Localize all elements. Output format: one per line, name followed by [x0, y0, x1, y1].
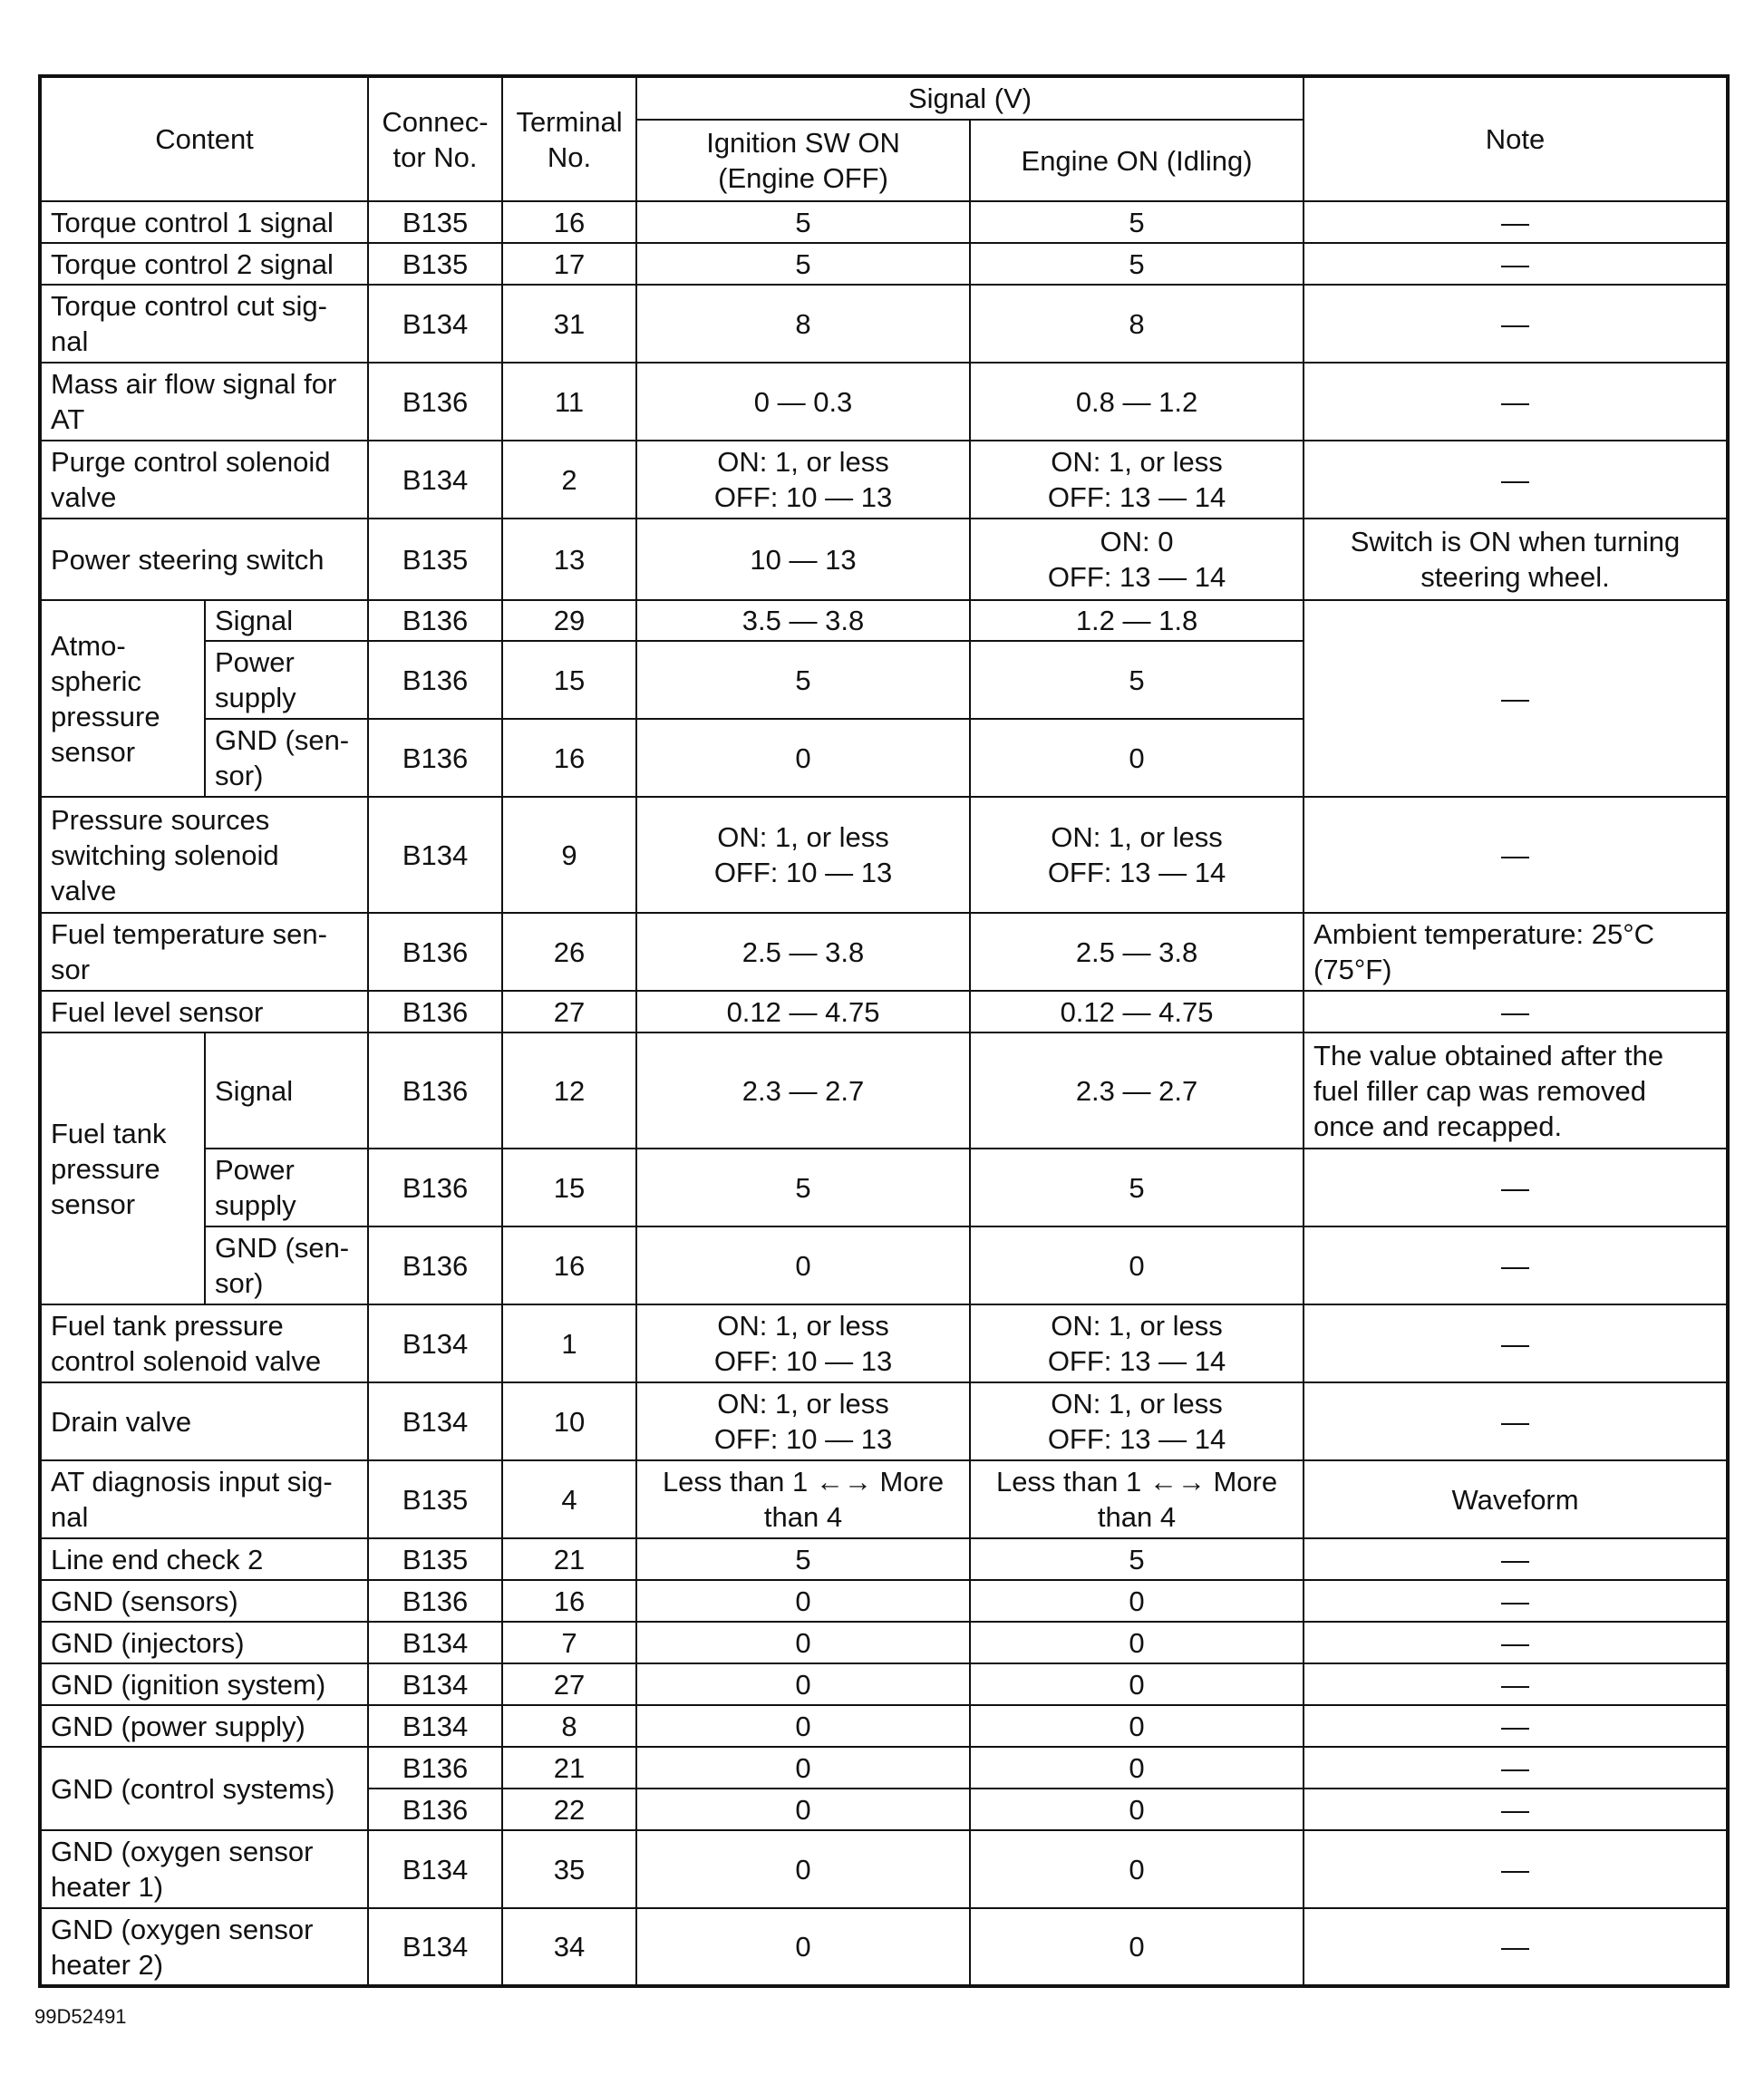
cell-connector: B136 — [368, 913, 502, 991]
cell-connector: B134 — [368, 1304, 502, 1382]
table-row — [40, 1622, 1728, 1663]
cell-connector: B136 — [368, 1032, 502, 1149]
figure-reference: 99D52491 — [34, 2005, 127, 2028]
table-row — [40, 1226, 1728, 1304]
cell-note: — — [1304, 243, 1728, 285]
cell-connector: B136 — [368, 1747, 502, 1789]
cell-content: GND (oxygen sensor heater 2) — [40, 1908, 368, 1986]
cell-terminal: 34 — [502, 1908, 636, 1986]
cell-engine-on: 0.8 — 1.2 — [970, 363, 1304, 441]
cell-content: GND (ignition system) — [40, 1663, 368, 1705]
cell-note: — — [1304, 600, 1728, 797]
table-row — [40, 913, 1728, 991]
cell-engine-on: 0 — [970, 1663, 1304, 1705]
header-engine-on: Engine ON (Idling) — [970, 120, 1304, 201]
table-row — [40, 1032, 1728, 1149]
cell-engine-on: ON: 1, or less OFF: 13 — 14 — [970, 1382, 1304, 1460]
cell-ignition-on: 0 — [636, 1789, 970, 1830]
cell-engine-on: ON: 0 OFF: 13 — 14 — [970, 519, 1304, 600]
cell-engine-on: 0.12 — 4.75 — [970, 991, 1304, 1032]
cell-ignition-on: Less than 1 ←→ More than 4 — [636, 1460, 970, 1538]
cell-ignition-on: 3.5 — 3.8 — [636, 600, 970, 641]
cell-connector: B134 — [368, 797, 502, 913]
cell-note: — — [1304, 1663, 1728, 1705]
cell-ignition-on: ON: 1, or less OFF: 10 — 13 — [636, 1304, 970, 1382]
cell-engine-on: 5 — [970, 201, 1304, 243]
cell-terminal: 26 — [502, 913, 636, 991]
table-row — [40, 201, 1728, 243]
cell-terminal: 16 — [502, 1226, 636, 1304]
cell-terminal: 21 — [502, 1538, 636, 1580]
cell-terminal: 17 — [502, 243, 636, 285]
cell-engine-on: ON: 1, or less OFF: 13 — 14 — [970, 441, 1304, 519]
cell-content: GND (power supply) — [40, 1705, 368, 1747]
cell-terminal: 9 — [502, 797, 636, 913]
cell-content: Purge control solenoid valve — [40, 441, 368, 519]
cell-ignition-on: 2.3 — 2.7 — [636, 1032, 970, 1149]
cell-content: Torque control 2 signal — [40, 243, 368, 285]
cell-ignition-on: 5 — [636, 1149, 970, 1226]
cell-subcontent: Signal — [205, 1032, 368, 1149]
cell-engine-on: 0 — [970, 1830, 1304, 1908]
cell-engine-on: 5 — [970, 1149, 1304, 1226]
cell-subcontent: GND (sen- sor) — [205, 719, 368, 797]
cell-content: Line end check 2 — [40, 1538, 368, 1580]
cell-terminal: 22 — [502, 1789, 636, 1830]
cell-engine-on: ON: 1, or less OFF: 13 — 14 — [970, 1304, 1304, 1382]
cell-note: — — [1304, 1747, 1728, 1789]
cell-connector: B134 — [368, 285, 502, 363]
cell-ignition-on: 5 — [636, 641, 970, 719]
cell-engine-on: 2.5 — 3.8 — [970, 913, 1304, 991]
cell-ignition-on: 5 — [636, 201, 970, 243]
cell-ignition-on: 0 — [636, 1226, 970, 1304]
cell-note: — — [1304, 285, 1728, 363]
table-row — [40, 519, 1728, 600]
cell-terminal: 16 — [502, 201, 636, 243]
table-row — [40, 1830, 1728, 1908]
cell-connector: B134 — [368, 1705, 502, 1747]
cell-content: Fuel temperature sen- sor — [40, 913, 368, 991]
cell-connector: B134 — [368, 1622, 502, 1663]
cell-terminal: 10 — [502, 1382, 636, 1460]
cell-connector: B136 — [368, 991, 502, 1032]
cell-connector: B135 — [368, 243, 502, 285]
cell-terminal: 31 — [502, 285, 636, 363]
cell-note: — — [1304, 363, 1728, 441]
cell-engine-on: 0 — [970, 1580, 1304, 1622]
cell-subcontent: Signal — [205, 600, 368, 641]
cell-content: Torque control 1 signal — [40, 201, 368, 243]
cell-subcontent: Power supply — [205, 1149, 368, 1226]
cell-engine-on: 5 — [970, 1538, 1304, 1580]
cell-ignition-on: 0 — [636, 719, 970, 797]
cell-content: Power steering switch — [40, 519, 368, 600]
cell-note: Waveform — [1304, 1460, 1728, 1538]
cell-note: — — [1304, 1304, 1728, 1382]
cell-connector: B136 — [368, 1789, 502, 1830]
cell-note: — — [1304, 1226, 1728, 1304]
table-row — [40, 441, 1728, 519]
cell-note: — — [1304, 441, 1728, 519]
cell-note: — — [1304, 201, 1728, 243]
cell-engine-on: 0 — [970, 1789, 1304, 1830]
cell-note: — — [1304, 797, 1728, 913]
cell-terminal: 2 — [502, 441, 636, 519]
table-row — [40, 1705, 1728, 1747]
table-row — [40, 1304, 1728, 1382]
cell-note: — — [1304, 1149, 1728, 1226]
cell-terminal: 15 — [502, 641, 636, 719]
cell-note: — — [1304, 1789, 1728, 1830]
cell-note: — — [1304, 991, 1728, 1032]
table-row — [40, 1580, 1728, 1622]
cell-connector: B136 — [368, 1149, 502, 1226]
cell-group-atmospheric-pressure-sensor: Atmo- spheric pressure sensor — [40, 600, 205, 797]
cell-group-fuel-tank-pressure-sensor: Fuel tank pressure sensor — [40, 1032, 205, 1304]
table-row — [40, 1382, 1728, 1460]
cell-engine-on: 8 — [970, 285, 1304, 363]
header-ignition-sw-on: Ignition SW ON (Engine OFF) — [636, 120, 970, 201]
table-row — [40, 1149, 1728, 1226]
cell-subcontent: GND (sen- sor) — [205, 1226, 368, 1304]
cell-engine-on: 2.3 — 2.7 — [970, 1032, 1304, 1149]
table-row — [40, 1538, 1728, 1580]
cell-connector: B134 — [368, 1382, 502, 1460]
cell-engine-on: 0 — [970, 719, 1304, 797]
cell-terminal: 1 — [502, 1304, 636, 1382]
cell-ignition-on: 0 — [636, 1747, 970, 1789]
cell-subcontent: Power supply — [205, 641, 368, 719]
cell-note: — — [1304, 1382, 1728, 1460]
cell-connector: B136 — [368, 600, 502, 641]
cell-ignition-on: 0 — [636, 1830, 970, 1908]
cell-content: Pressure sources switching solenoid valve — [40, 797, 368, 913]
cell-ignition-on: 0 — [636, 1580, 970, 1622]
cell-terminal: 4 — [502, 1460, 636, 1538]
cell-ignition-on: 0 — [636, 1663, 970, 1705]
header-terminal: Terminal No. — [502, 76, 636, 201]
cell-note: Ambient temperature: 25°C (75°F) — [1304, 913, 1728, 991]
cell-connector: B135 — [368, 1460, 502, 1538]
cell-ignition-on: ON: 1, or less OFF: 10 — 13 — [636, 1382, 970, 1460]
cell-connector: B135 — [368, 201, 502, 243]
cell-content: Fuel level sensor — [40, 991, 368, 1032]
cell-ignition-on: 0 — [636, 1622, 970, 1663]
cell-terminal: 12 — [502, 1032, 636, 1149]
cell-ignition-on: ON: 1, or less OFF: 10 — 13 — [636, 441, 970, 519]
cell-connector: B136 — [368, 363, 502, 441]
cell-ignition-on: 8 — [636, 285, 970, 363]
header-signal: Signal (V) — [636, 76, 1304, 120]
cell-note: — — [1304, 1538, 1728, 1580]
cell-engine-on: 0 — [970, 1226, 1304, 1304]
cell-terminal: 15 — [502, 1149, 636, 1226]
table-row — [40, 1663, 1728, 1705]
cell-engine-on: 1.2 — 1.8 — [970, 600, 1304, 641]
cell-engine-on: 0 — [970, 1622, 1304, 1663]
cell-group-gnd-control-systems: GND (control systems) — [40, 1747, 368, 1830]
table-row — [40, 991, 1728, 1032]
cell-note: The value obtained after the fuel filler cap was removed once and recapped. — [1304, 1032, 1728, 1149]
cell-note: — — [1304, 1705, 1728, 1747]
cell-terminal: 7 — [502, 1622, 636, 1663]
cell-content: GND (injectors) — [40, 1622, 368, 1663]
cell-note: — — [1304, 1580, 1728, 1622]
cell-terminal: 8 — [502, 1705, 636, 1747]
terminal-signal-table — [38, 74, 1730, 1988]
cell-content: AT diagnosis input sig- nal — [40, 1460, 368, 1538]
cell-engine-on: Less than 1 ←→ More than 4 — [970, 1460, 1304, 1538]
cell-engine-on: 0 — [970, 1705, 1304, 1747]
cell-connector: B134 — [368, 1830, 502, 1908]
cell-note: — — [1304, 1622, 1728, 1663]
cell-terminal: 16 — [502, 719, 636, 797]
cell-ignition-on: ON: 1, or less OFF: 10 — 13 — [636, 797, 970, 913]
table-row — [40, 600, 1728, 641]
cell-connector: B136 — [368, 719, 502, 797]
cell-content: Torque control cut sig- nal — [40, 285, 368, 363]
cell-connector: B136 — [368, 641, 502, 719]
cell-engine-on: 0 — [970, 1747, 1304, 1789]
cell-terminal: 35 — [502, 1830, 636, 1908]
cell-content: Drain valve — [40, 1382, 368, 1460]
cell-connector: B134 — [368, 1663, 502, 1705]
cell-ignition-on: 10 — 13 — [636, 519, 970, 600]
cell-terminal: 21 — [502, 1747, 636, 1789]
cell-ignition-on: 0 — 0.3 — [636, 363, 970, 441]
cell-ignition-on: 0 — [636, 1908, 970, 1986]
cell-note: Switch is ON when turning steering wheel. — [1304, 519, 1728, 600]
table-row — [40, 1747, 1728, 1789]
cell-terminal: 29 — [502, 600, 636, 641]
cell-terminal: 11 — [502, 363, 636, 441]
cell-ignition-on: 5 — [636, 1538, 970, 1580]
cell-note: — — [1304, 1830, 1728, 1908]
cell-ignition-on: 0 — [636, 1705, 970, 1747]
cell-connector: B135 — [368, 519, 502, 600]
cell-content: GND (oxygen sensor heater 1) — [40, 1830, 368, 1908]
header-content: Content — [40, 76, 368, 201]
table-row — [40, 1908, 1728, 1986]
cell-connector: B135 — [368, 1538, 502, 1580]
cell-engine-on: 5 — [970, 641, 1304, 719]
cell-connector: B134 — [368, 1908, 502, 1986]
cell-content: GND (sensors) — [40, 1580, 368, 1622]
cell-connector: B136 — [368, 1580, 502, 1622]
table-row — [40, 285, 1728, 363]
cell-terminal: 27 — [502, 991, 636, 1032]
cell-ignition-on: 0.12 — 4.75 — [636, 991, 970, 1032]
cell-engine-on: 5 — [970, 243, 1304, 285]
cell-terminal: 27 — [502, 1663, 636, 1705]
table-row — [40, 1460, 1728, 1538]
cell-connector: B136 — [368, 1226, 502, 1304]
cell-content: Mass air flow signal for AT — [40, 363, 368, 441]
cell-note: — — [1304, 1908, 1728, 1986]
cell-engine-on: 0 — [970, 1908, 1304, 1986]
cell-ignition-on: 5 — [636, 243, 970, 285]
header-note: Note — [1304, 76, 1728, 201]
cell-terminal: 16 — [502, 1580, 636, 1622]
table-row — [40, 243, 1728, 285]
cell-engine-on: ON: 1, or less OFF: 13 — 14 — [970, 797, 1304, 913]
cell-terminal: 13 — [502, 519, 636, 600]
cell-ignition-on: 2.5 — 3.8 — [636, 913, 970, 991]
cell-content: Fuel tank pressure control solenoid valve — [40, 1304, 368, 1382]
header-connector: Connec- tor No. — [368, 76, 502, 201]
cell-connector: B134 — [368, 441, 502, 519]
table-row — [40, 363, 1728, 441]
table-row — [40, 797, 1728, 913]
